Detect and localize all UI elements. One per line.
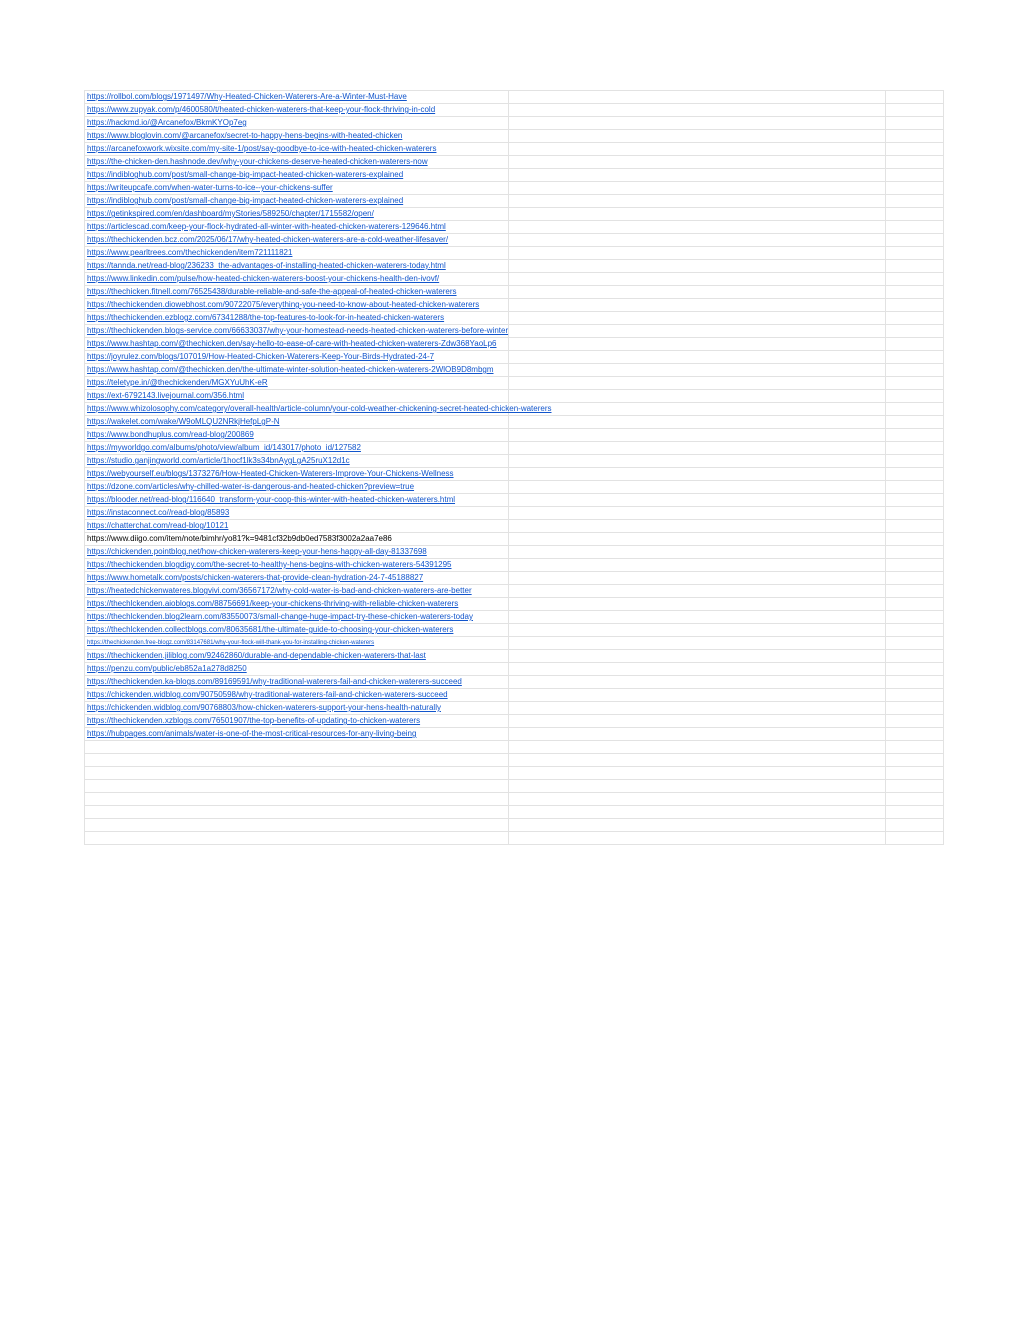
url-cell[interactable] (85, 182, 509, 195)
url-link[interactable]: https://www.linkedin.com/pulse/how-heated-chicken-waterers-boost-your-chickens-health-den-ivovf/ (87, 274, 440, 283)
empty-cell[interactable] (509, 104, 886, 117)
url-cell[interactable] (85, 299, 509, 312)
url-cell[interactable] (85, 338, 509, 351)
table-row (85, 572, 944, 585)
empty-cell[interactable] (509, 598, 886, 611)
empty-cell[interactable] (886, 624, 944, 637)
empty-row (85, 793, 944, 806)
url-link[interactable]: https://studio.ganjingworld.com/article/1hocf1lk3s34bnAygLgA25ruX12d1c (87, 456, 350, 465)
table-row (85, 559, 944, 572)
table-row (85, 351, 944, 364)
empty-cell[interactable] (509, 585, 886, 598)
empty-cell[interactable] (509, 481, 886, 494)
url-link[interactable]: https://thechickenden.blogs-service.com/66633037/why-your-homestead-needs-heated-chicken-waterers-before-winter (87, 326, 509, 335)
empty-cell[interactable] (886, 637, 944, 650)
url-cell[interactable] (85, 533, 509, 546)
table-row (85, 416, 944, 429)
empty-cell[interactable] (886, 806, 944, 819)
url-link[interactable]: https://arcanefoxwork.wixsite.com/my-site-1/post/say-goodbye-to-ice-with-heated-chicken-waterers (87, 144, 437, 153)
empty-cell[interactable] (85, 780, 509, 793)
url-cell[interactable] (85, 143, 509, 156)
url-cell[interactable] (85, 117, 509, 130)
url-cell[interactable] (85, 390, 509, 403)
url-cell[interactable] (85, 611, 509, 624)
url-link[interactable]: https://webyourself.eu/blogs/1373276/How-Heated-Chicken-Waterers-Improve-Your-Chickens-Wellness (87, 469, 454, 478)
url-link[interactable]: https://thechicken.fitnell.com/76525438/durable-reliable-and-safe-the-appeal-of-heated-chicken-waterers (87, 287, 457, 296)
table-row (85, 676, 944, 689)
table-row (85, 208, 944, 221)
empty-cell[interactable] (886, 195, 944, 208)
empty-cell[interactable] (886, 507, 944, 520)
url-cell[interactable] (85, 585, 509, 598)
empty-cell[interactable] (886, 351, 944, 364)
url-cell[interactable] (85, 416, 509, 429)
url-link[interactable]: https://chickenden.widblog.com/90750598/why-traditional-waterers-fail-and-chicken-waterers-succeed (87, 690, 448, 699)
empty-cell[interactable] (886, 728, 944, 741)
empty-cell[interactable] (886, 312, 944, 325)
empty-cell[interactable] (509, 624, 886, 637)
empty-cell[interactable] (509, 572, 886, 585)
empty-cell[interactable] (886, 663, 944, 676)
table-row (85, 169, 944, 182)
empty-cell[interactable] (509, 767, 886, 780)
empty-cell[interactable] (886, 598, 944, 611)
table-row (85, 234, 944, 247)
empty-cell[interactable] (886, 221, 944, 234)
url-cell[interactable] (85, 728, 509, 741)
table-row (85, 637, 944, 650)
table-row (85, 130, 944, 143)
url-link[interactable]: https://heatedchickenwateres.blogvivi.com/36567172/why-cold-water-is-bad-and-chicken-waterers-are-better (87, 586, 472, 595)
empty-cell[interactable] (886, 91, 944, 104)
empty-row (85, 754, 944, 767)
empty-cell[interactable] (509, 793, 886, 806)
empty-cell[interactable] (509, 195, 886, 208)
url-link[interactable]: https://wakelet.com/wake/W9oMLQU2NRkjHefpLgP-N (87, 417, 280, 426)
empty-cell[interactable] (509, 351, 886, 364)
empty-cell[interactable] (509, 403, 886, 416)
empty-row (85, 741, 944, 754)
empty-cell[interactable] (886, 494, 944, 507)
url-cell[interactable] (85, 494, 509, 507)
table-row (85, 156, 944, 169)
url-link[interactable]: https://the-chicken-den.hashnode.dev/why-your-chickens-deserve-heated-chicken-waterers-now (87, 157, 428, 166)
table-row (85, 650, 944, 663)
url-link[interactable]: https://www.whizolosophy.com/category/overall-health/article-column/your-cold-weather-chickening-secret-heated-chicken-waterers (87, 404, 552, 413)
url-link[interactable]: https://www.bloglovin.com/@arcanefox/secret-to-happy-hens-begins-with-heated-chicken (87, 131, 403, 140)
empty-cell[interactable] (509, 728, 886, 741)
empty-cell[interactable] (85, 832, 509, 845)
table-row (85, 299, 944, 312)
empty-cell[interactable] (886, 130, 944, 143)
url-cell[interactable] (85, 156, 509, 169)
url-link[interactable]: https://writeupcafe.com/when-water-turns-to-ice--your-chickens-suffer (87, 183, 333, 192)
empty-cell[interactable] (886, 325, 944, 338)
empty-cell[interactable] (85, 754, 509, 767)
empty-cell[interactable] (509, 234, 886, 247)
table-row (85, 338, 944, 351)
url-cell[interactable] (85, 91, 509, 104)
table-row (85, 611, 944, 624)
url-cell[interactable] (85, 442, 509, 455)
empty-cell[interactable] (509, 637, 886, 650)
url-cell[interactable] (85, 325, 509, 338)
table-row (85, 195, 944, 208)
empty-cell[interactable] (509, 806, 886, 819)
url-cell[interactable] (85, 234, 509, 247)
url-link[interactable]: https://thechickenden.blogdigy.com/the-secret-to-healthy-hens-begins-with-chicken-waterers-54391295 (87, 560, 452, 569)
empty-cell[interactable] (509, 676, 886, 689)
url-cell[interactable] (85, 364, 509, 377)
url-link[interactable]: https://penzu.com/public/eb852a1a278d8250 (87, 664, 247, 673)
url-link[interactable]: https://thechlckenden.blog2learn.com/83550073/small-change-huge-impact-try-these-chicken-waterers-today (87, 612, 473, 621)
url-link[interactable]: https://thechickenden.bcz.com/2025/06/17/why-heated-chicken-waterers-are-a-cold-weather-lifesaver/ (87, 235, 449, 244)
empty-cell[interactable] (509, 143, 886, 156)
url-link[interactable]: https://chickenden.pointblog.net/how-chicken-waterers-keep-your-hens-happy-all-day-81337698 (87, 547, 427, 556)
url-link[interactable]: https://dzone.com/articles/why-chilled-water-is-dangerous-and-heated-chicken?preview=true (87, 482, 415, 491)
table-row (85, 520, 944, 533)
empty-cell[interactable] (886, 767, 944, 780)
url-cell[interactable] (85, 273, 509, 286)
empty-cell[interactable] (85, 767, 509, 780)
url-cell[interactable] (85, 208, 509, 221)
table-row (85, 702, 944, 715)
empty-row (85, 767, 944, 780)
url-link[interactable]: https://www.pearltrees.com/thechickenden/item721111821 (87, 248, 293, 257)
empty-cell[interactable] (886, 572, 944, 585)
empty-cell[interactable] (509, 221, 886, 234)
empty-cell[interactable] (886, 754, 944, 767)
url-cell[interactable] (85, 286, 509, 299)
url-cell[interactable] (85, 702, 509, 715)
empty-cell[interactable] (886, 143, 944, 156)
url-link[interactable]: https://thechickenden.ezblogz.com/67341288/the-top-features-to-look-for-in-heated-chicken-waterers (87, 313, 445, 322)
empty-cell[interactable] (509, 325, 886, 338)
empty-cell[interactable] (509, 611, 886, 624)
empty-cell[interactable] (886, 455, 944, 468)
empty-cell[interactable] (509, 468, 886, 481)
empty-cell[interactable] (509, 182, 886, 195)
empty-cell[interactable] (509, 559, 886, 572)
table-row (85, 364, 944, 377)
table-row (85, 377, 944, 390)
table-row (85, 403, 944, 416)
empty-cell[interactable] (886, 338, 944, 351)
url-cell[interactable] (85, 247, 509, 260)
table-row (85, 182, 944, 195)
url-cell[interactable] (85, 689, 509, 702)
url-cell[interactable] (85, 650, 509, 663)
empty-cell[interactable] (509, 832, 886, 845)
empty-cell[interactable] (509, 377, 886, 390)
table-row (85, 494, 944, 507)
empty-cell[interactable] (509, 130, 886, 143)
empty-cell[interactable] (509, 533, 886, 546)
url-link[interactable]: https://thechickenden.xzblogs.com/76501907/the-top-benefits-of-updating-to-chicken-waterers (87, 716, 421, 725)
table-row (85, 260, 944, 273)
empty-cell[interactable] (509, 546, 886, 559)
url-link[interactable]: https://thechlckenden.aioblogs.com/88756691/keep-your-chickens-thriving-with-reliable-chicken-waterers (87, 599, 459, 608)
empty-cell[interactable] (85, 741, 509, 754)
empty-cell[interactable] (886, 156, 944, 169)
empty-cell[interactable] (886, 299, 944, 312)
empty-cell[interactable] (886, 260, 944, 273)
url-link[interactable]: https://getinkspired.com/en/dashboard/myStories/589250/chapter/1715582/open/ (87, 209, 374, 218)
url-link[interactable]: https://ext-6792143.livejournal.com/356.html (87, 391, 244, 400)
table-row (85, 104, 944, 117)
empty-cell[interactable] (509, 650, 886, 663)
table-row (85, 312, 944, 325)
empty-cell[interactable] (509, 312, 886, 325)
empty-cell[interactable] (509, 494, 886, 507)
empty-cell[interactable] (886, 533, 944, 546)
empty-cell[interactable] (886, 442, 944, 455)
empty-cell[interactable] (509, 702, 886, 715)
url-link[interactable]: https://www.zupyak.com/p/4600580/t/heated-chicken-waterers-that-keep-your-flock-thriving-in-cold (87, 105, 436, 114)
table-row (85, 247, 944, 260)
empty-cell[interactable] (509, 156, 886, 169)
empty-cell[interactable] (85, 806, 509, 819)
url-link[interactable]: https://rollbol.com/blogs/1971497/Why-Heated-Chicken-Waterers-Are-a-Winter-Must-Have (87, 92, 407, 101)
table-row (85, 728, 944, 741)
url-link[interactable]: https://indibloghub.com/post/small-change-big-impact-heated-chicken-waterers-explained (87, 170, 404, 179)
empty-cell[interactable] (886, 104, 944, 117)
url-link[interactable]: https://blooder.net/read-blog/116640_transform-your-coop-this-winter-with-heated-chicken-waterers.html (87, 495, 456, 504)
empty-cell[interactable] (886, 793, 944, 806)
empty-cell[interactable] (886, 208, 944, 221)
empty-cell[interactable] (85, 793, 509, 806)
empty-cell[interactable] (886, 585, 944, 598)
empty-cell[interactable] (886, 715, 944, 728)
empty-cell[interactable] (886, 377, 944, 390)
empty-cell[interactable] (886, 234, 944, 247)
url-link[interactable]: https://hubpages.com/animals/water-is-one-of-the-most-critical-resources-for-any-living-being (87, 729, 417, 738)
url-link[interactable]: https://thechickenden.free-blogz.com/83147681/why-your-flock-will-thank-you-for-installing-chicken-waterers (87, 640, 375, 646)
spreadsheet-table (84, 90, 944, 845)
empty-cell[interactable] (509, 715, 886, 728)
url-link[interactable]: https://indibloghub.com/post/small-change-big-impact-heated-chicken-waterers-explained (87, 196, 404, 205)
url-cell[interactable] (85, 312, 509, 325)
url-cell[interactable] (85, 559, 509, 572)
table-row (85, 325, 944, 338)
empty-cell[interactable] (886, 741, 944, 754)
url-cell[interactable] (85, 403, 552, 416)
url-cell[interactable] (85, 598, 509, 611)
table-row (85, 715, 944, 728)
empty-cell[interactable] (509, 169, 886, 182)
url-link[interactable]: https://thechickenden.diowebhost.com/90722075/everything-you-need-to-know-about-heated-chicken-waterers (87, 300, 480, 309)
url-link[interactable]: https://joyrulez.com/blogs/107019/How-Heated-Chicken-Waterers-Keep-Your-Birds-Hydrated-24-7 (87, 352, 435, 361)
url-link[interactable]: https://chickenden.widblog.com/90768803/how-chicken-waterers-support-your-hens-health-naturally (87, 703, 441, 712)
empty-cell[interactable] (509, 390, 886, 403)
table-row (85, 546, 944, 559)
empty-row (85, 806, 944, 819)
empty-cell[interactable] (509, 273, 886, 286)
url-cell[interactable] (85, 520, 509, 533)
empty-cell[interactable] (886, 611, 944, 624)
empty-cell[interactable] (886, 286, 944, 299)
table-row (85, 507, 944, 520)
url-link[interactable]: https://www.hashtap.com/@thechicken.den/the-ultimate-winter-solution-heated-chicken-waterers-2WlOB9D8mbgm (87, 365, 494, 374)
url-cell[interactable] (85, 663, 509, 676)
empty-cell[interactable] (886, 429, 944, 442)
url-cell[interactable] (85, 715, 509, 728)
url-cell[interactable] (85, 546, 509, 559)
empty-cell[interactable] (509, 507, 886, 520)
url-link[interactable]: https://tannda.net/read-blog/236233_the-advantages-of-installing-heated-chicken-waterers-today.html (87, 261, 446, 270)
table-row (85, 221, 944, 234)
empty-cell[interactable] (509, 689, 886, 702)
url-link[interactable]: https://teletype.in/@thechickenden/MGXYuUhK-eR (87, 378, 268, 387)
table-row (85, 624, 944, 637)
empty-cell[interactable] (509, 663, 886, 676)
table-row (85, 585, 944, 598)
empty-cell[interactable] (85, 819, 509, 832)
url-cell[interactable] (85, 169, 509, 182)
url-text: https://www.diigo.com/item/note/bimhr/yo81?k=9481cf32b9db0ed7583f3002a2aa7e86 (87, 534, 392, 543)
empty-cell[interactable] (886, 819, 944, 832)
empty-cell[interactable] (509, 780, 886, 793)
table-row (85, 390, 944, 403)
empty-cell[interactable] (886, 169, 944, 182)
empty-cell[interactable] (886, 403, 944, 416)
empty-cell[interactable] (886, 481, 944, 494)
empty-cell[interactable] (509, 299, 886, 312)
empty-row (85, 819, 944, 832)
url-cell[interactable] (85, 572, 509, 585)
empty-cell[interactable] (509, 260, 886, 273)
table-row (85, 598, 944, 611)
empty-cell[interactable] (509, 208, 886, 221)
url-cell[interactable] (85, 455, 509, 468)
empty-cell[interactable] (509, 819, 886, 832)
table-row (85, 117, 944, 130)
url-cell[interactable] (85, 676, 509, 689)
url-cell[interactable] (85, 221, 509, 234)
empty-row (85, 780, 944, 793)
url-cell[interactable] (85, 104, 509, 117)
table-row (85, 91, 944, 104)
empty-cell[interactable] (886, 390, 944, 403)
url-link[interactable]: https://thechickenden.jiliblog.com/92462860/durable-and-dependable-chicken-waterers-that-last (87, 651, 426, 660)
table-row (85, 533, 944, 546)
url-cell[interactable] (85, 130, 509, 143)
url-cell[interactable] (85, 351, 509, 364)
empty-cell[interactable] (886, 520, 944, 533)
empty-cell[interactable] (886, 650, 944, 663)
table-row (85, 286, 944, 299)
empty-cell[interactable] (509, 416, 886, 429)
empty-cell[interactable] (509, 429, 886, 442)
empty-cell[interactable] (509, 247, 886, 260)
empty-cell[interactable] (509, 338, 886, 351)
url-cell[interactable] (85, 260, 509, 273)
empty-cell[interactable] (509, 741, 886, 754)
empty-cell[interactable] (886, 182, 944, 195)
table-row (85, 689, 944, 702)
empty-cell[interactable] (886, 273, 944, 286)
empty-cell[interactable] (886, 559, 944, 572)
empty-cell[interactable] (509, 286, 886, 299)
url-cell[interactable] (85, 195, 509, 208)
empty-row (85, 832, 944, 845)
url-link[interactable]: https://articlescad.com/keep-your-flock-hydrated-all-winter-with-heated-chicken-waterers-129646.html (87, 222, 446, 231)
table-row (85, 429, 944, 442)
url-link[interactable]: https://www.hometalk.com/posts/chicken-waterers-that-provide-clean-hydration-24-7-45188827 (87, 573, 424, 582)
empty-cell[interactable] (886, 702, 944, 715)
empty-cell[interactable] (886, 364, 944, 377)
url-link[interactable]: https://www.hashtap.com/@thechicken.den/say-hello-to-ease-of-care-with-heated-chicken-waterers-Zdw368YaoLp6 (87, 339, 497, 348)
table-row (85, 468, 944, 481)
empty-cell[interactable] (509, 91, 886, 104)
empty-cell[interactable] (509, 364, 886, 377)
url-cell[interactable] (85, 624, 509, 637)
empty-cell[interactable] (886, 247, 944, 260)
empty-cell[interactable] (509, 455, 886, 468)
url-cell[interactable] (85, 637, 509, 650)
empty-cell[interactable] (509, 117, 886, 130)
url-cell[interactable] (85, 507, 509, 520)
table-row (85, 455, 944, 468)
url-cell[interactable] (85, 468, 509, 481)
table-row (85, 481, 944, 494)
empty-cell[interactable] (509, 754, 886, 767)
empty-cell[interactable] (886, 546, 944, 559)
table-row (85, 143, 944, 156)
empty-cell[interactable] (886, 117, 944, 130)
empty-cell[interactable] (886, 676, 944, 689)
url-link[interactable]: https://instaconnect.co//read-blog/85893 (87, 508, 230, 517)
table-row (85, 663, 944, 676)
url-link[interactable]: https://chatterchat.com/read-blog/10121 (87, 521, 229, 530)
empty-cell[interactable] (886, 468, 944, 481)
url-cell[interactable] (85, 377, 509, 390)
url-link[interactable]: https://thechlckenden.collectblogs.com/80635681/the-ultimate-guide-to-choosing-your-chicken-waterers (87, 625, 454, 634)
url-link[interactable]: https://myworldgo.com/albums/photo/view/album_id/143017/photo_id/127582 (87, 443, 361, 452)
table-row (85, 273, 944, 286)
empty-cell[interactable] (886, 832, 944, 845)
table-row (85, 442, 944, 455)
empty-cell[interactable] (509, 442, 886, 455)
url-link[interactable]: https://www.bondhuplus.com/read-blog/200869 (87, 430, 254, 439)
spreadsheet-body (85, 91, 944, 845)
url-cell[interactable] (85, 429, 509, 442)
empty-cell[interactable] (886, 689, 944, 702)
empty-cell[interactable] (886, 416, 944, 429)
url-cell[interactable] (85, 481, 509, 494)
empty-cell[interactable] (509, 520, 886, 533)
url-link[interactable]: https://hackmd.io/@Arcanefox/BkmKYOp7eg (87, 118, 247, 127)
empty-cell[interactable] (886, 780, 944, 793)
url-link[interactable]: https://thechickenden.ka-blogs.com/89169591/why-traditional-waterers-fail-and-chicken-waterers-succeed (87, 677, 462, 686)
